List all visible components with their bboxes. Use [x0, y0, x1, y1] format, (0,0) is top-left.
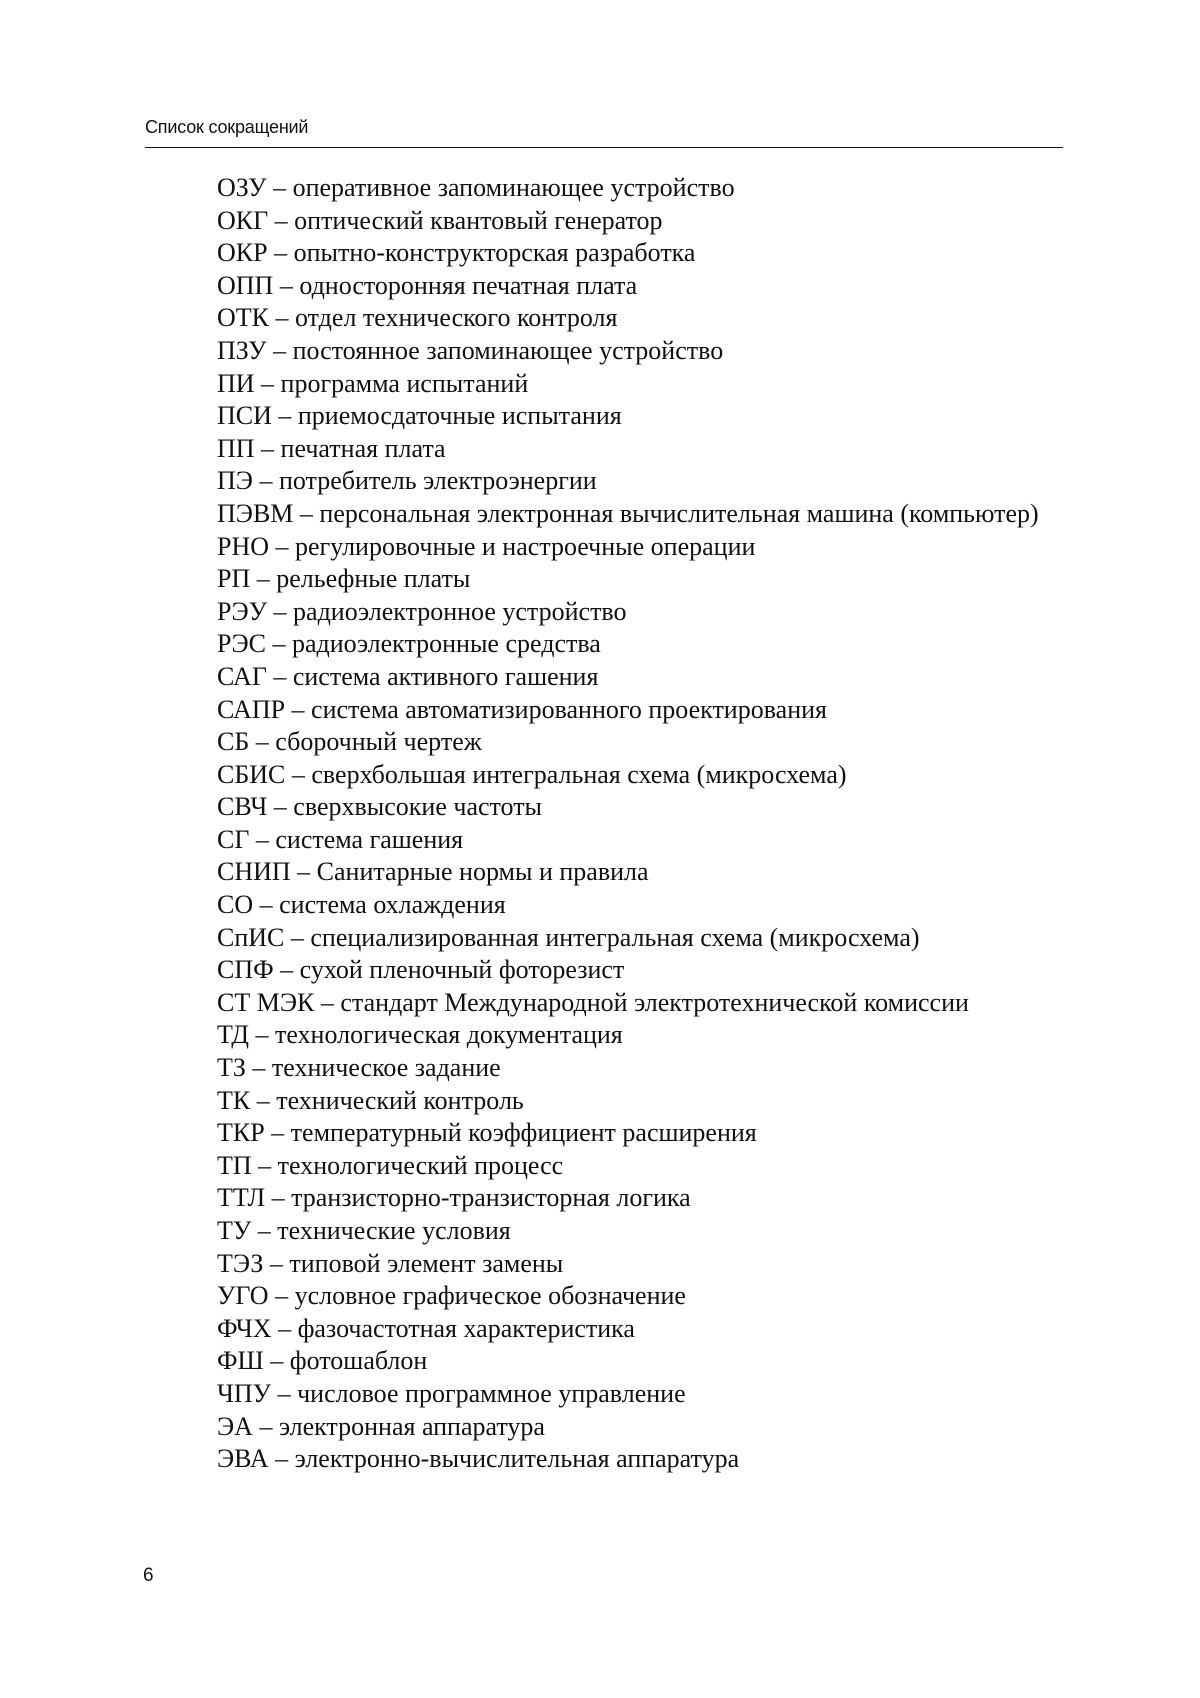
abbreviation-entry: СО – система охлаждения	[217, 890, 506, 920]
abbreviation-entry: ОТК – отдел технического контроля	[217, 303, 618, 333]
abbreviation-entry: РЭУ – радиоэлектронное устройство	[217, 596, 627, 626]
abbreviation-entry: ПЭ – потребитель электроэнергии	[217, 466, 597, 496]
abbreviation-entry: ЧПУ – числовое программное управление	[217, 1378, 686, 1408]
abbreviation-entry: СГ – система гашения	[217, 824, 464, 854]
abbreviation-entry: РЭС – радиоэлектронные средства	[217, 629, 601, 659]
abbreviation-entry: ТТЛ – транзисторно-транзисторная логика	[217, 1183, 691, 1213]
abbreviation-entry: СПФ – сухой пленочный фоторезист	[217, 955, 625, 985]
abbreviation-entry: ПЗУ – постоянное запоминающее устройство	[217, 335, 724, 365]
abbreviation-entry: ЭВА – электронно-вычислительная аппаратура	[217, 1444, 740, 1474]
abbreviation-entry: ТКР – температурный коэффициент расширения	[217, 1118, 757, 1148]
abbreviation-entry: ТЭЗ – типовой элемент замены	[217, 1248, 564, 1278]
abbreviation-entry: СТ МЭК – стандарт Международной электротехнической комиссии	[217, 987, 969, 1017]
abbreviation-entry: УГО – условное графическое обозначение	[217, 1281, 686, 1311]
abbreviation-entry: СВЧ – сверхвысокие частоты	[217, 792, 543, 822]
abbreviation-entry: ПИ – программа испытаний	[217, 368, 529, 398]
abbreviation-entry: СБ – сборочный чертеж	[217, 727, 482, 757]
abbreviation-entry: СпИС – специализированная интегральная схема (микросхема)	[217, 922, 920, 952]
abbreviation-entry: ЭА – электронная аппаратура	[217, 1411, 545, 1441]
abbreviation-entry: ОКР – опытно-конструкторская разработка	[217, 238, 696, 268]
page-number: 6	[143, 1565, 154, 1586]
abbreviation-entry: СНИП – Санитарные нормы и правила	[217, 857, 649, 887]
abbreviation-entry: ПЭВМ – персональная электронная вычислительная машина (компьютер)	[217, 498, 1039, 528]
abbreviation-entry: ОПП – односторонняя печатная плата	[217, 270, 638, 300]
abbreviation-entry: ОЗУ – оперативное запоминающее устройство	[217, 173, 735, 202]
abbreviation-entry: ОКГ – оптический квантовый генератор	[217, 205, 663, 235]
abbreviation-entry: ТЗ – техническое задание	[217, 1053, 501, 1083]
abbreviation-entry: ТП – технологический процесс	[217, 1150, 564, 1180]
running-header-title: Список сокращений	[145, 117, 309, 137]
abbreviation-entry: ТУ – технические условия	[217, 1216, 511, 1245]
abbreviation-entry: ФШ – фотошаблон	[217, 1346, 428, 1376]
abbreviation-entry: САПР – система автоматизированного проектирования	[217, 694, 827, 724]
header-rule	[145, 147, 1063, 148]
abbreviation-entry: ПСИ – приемосдаточные испытания	[217, 401, 622, 431]
abbreviation-entry: ТД – технологическая документация	[217, 1020, 623, 1050]
abbreviation-entry: РП – рельефные платы	[217, 564, 471, 594]
abbreviation-entry: РНО – регулировочные и настроечные операции	[217, 531, 756, 561]
abbreviation-list	[145, 172, 1063, 1476]
abbreviation-entry: ТК – технический контроль	[217, 1085, 524, 1115]
abbreviation-entry: САГ – система активного гашения	[217, 661, 599, 691]
abbreviation-entry: ПП – печатная плата	[217, 433, 446, 463]
abbreviation-entry: ФЧХ – фазочастотная характеристика	[217, 1313, 635, 1343]
abbreviation-entry: СБИС – сверхбольшая интегральная схема (микросхема)	[217, 759, 847, 789]
